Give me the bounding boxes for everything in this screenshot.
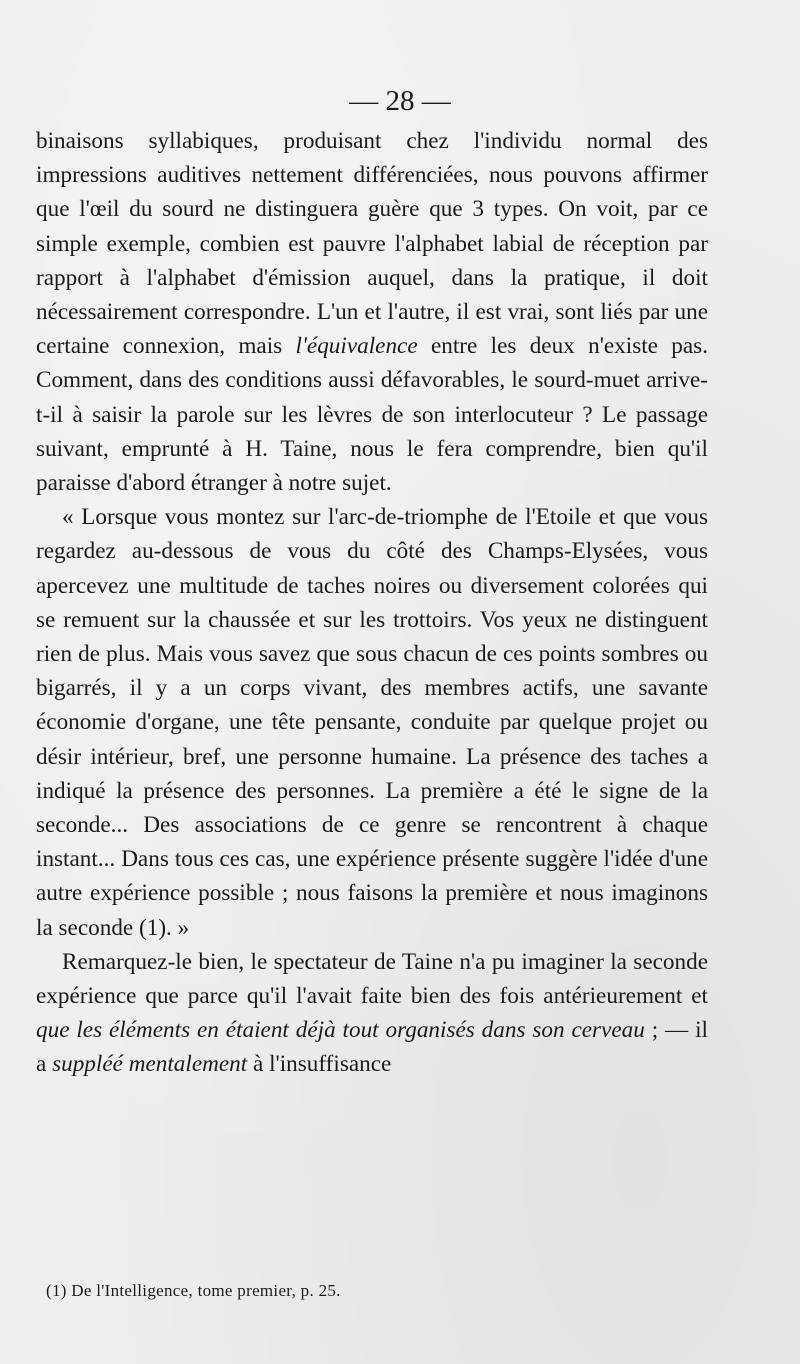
footnote: (1) De l'Intelligence, tome premier, p. 25. <box>46 1281 341 1300</box>
italic-segment: l'équivalence <box>295 333 418 360</box>
paragraph-2-quote <box>36 500 708 945</box>
text-segment: entre les deux n'existe pas. Comment, dans des conditions aussi défavorables, le sourd-muet arrive-t-il à saisir la parole sur les lèvres de son interlocuteur ? Le passage suivant, emprunté à H. Taine, nous le fera comprendre, bien qu'il paraisse d'abord étranger à notre sujet. <box>36 333 708 497</box>
text-segment: « Lorsque vous montez sur l'arc-de-triomphe de l'Etoile et que vous regardez au-dessous de vous du côté des Champs-Elysées, vous apercevez une multitude de taches noires ou diversement colorées qui se remuent sur la chaussée et sur les trottoirs. Vos yeux ne distinguent rien de plus. Mais vous savez que sous chacun de ces points sombres ou bigarrés, il y a un corps vivant, des membres actifs, une savante économie d'organe, une tête pensante, conduite par quelque projet ou désir intérieur, bref, une personne humaine. La présence des taches a indiqué la présence des personnes. La première a été le signe de la seconde... Des associations de ce genre se rencontrent à chaque instant... Dans tous ces cas, une expérience présente suggère l'idée d'une autre expérience possible ; nous faisons la première et nous imaginons la seconde (1). » <box>36 504 708 941</box>
text-segment: Remarquez-le bien, le spectateur de Taine n'a pu imaginer la seconde expérience que parce qu'il l'avait faite bien des fois antérieurement et <box>36 948 708 1010</box>
text-segment: à l'insuffisance <box>247 1051 392 1078</box>
text-segment: binaisons syllabiques, produisant chez l'individu normal des impressions auditives nettement différenciées, nous pouvons affirmer que l'œil du sourd ne distinguera guère que 3 types. On voit, par ce simple exemple, combien est pauvre l'alphabet labial de réception par rapport à l'alphabet d'émission auquel, dans la pratique, il doit nécessairement correspondre. L'un et l'autre, il est vrai, sont liés par une certaine connexion, mais <box>36 128 708 360</box>
text-segment: ; — il a <box>36 1017 708 1078</box>
body-text <box>36 124 708 1082</box>
paragraph-1 <box>36 124 708 500</box>
paragraph-3 <box>36 945 708 1082</box>
italic-segment: que les éléments en étaient déjà tout organisés dans son cerveau <box>36 1017 645 1044</box>
page-number: — 28 — <box>349 85 451 117</box>
italic-segment: suppléé mentalement <box>52 1051 248 1078</box>
